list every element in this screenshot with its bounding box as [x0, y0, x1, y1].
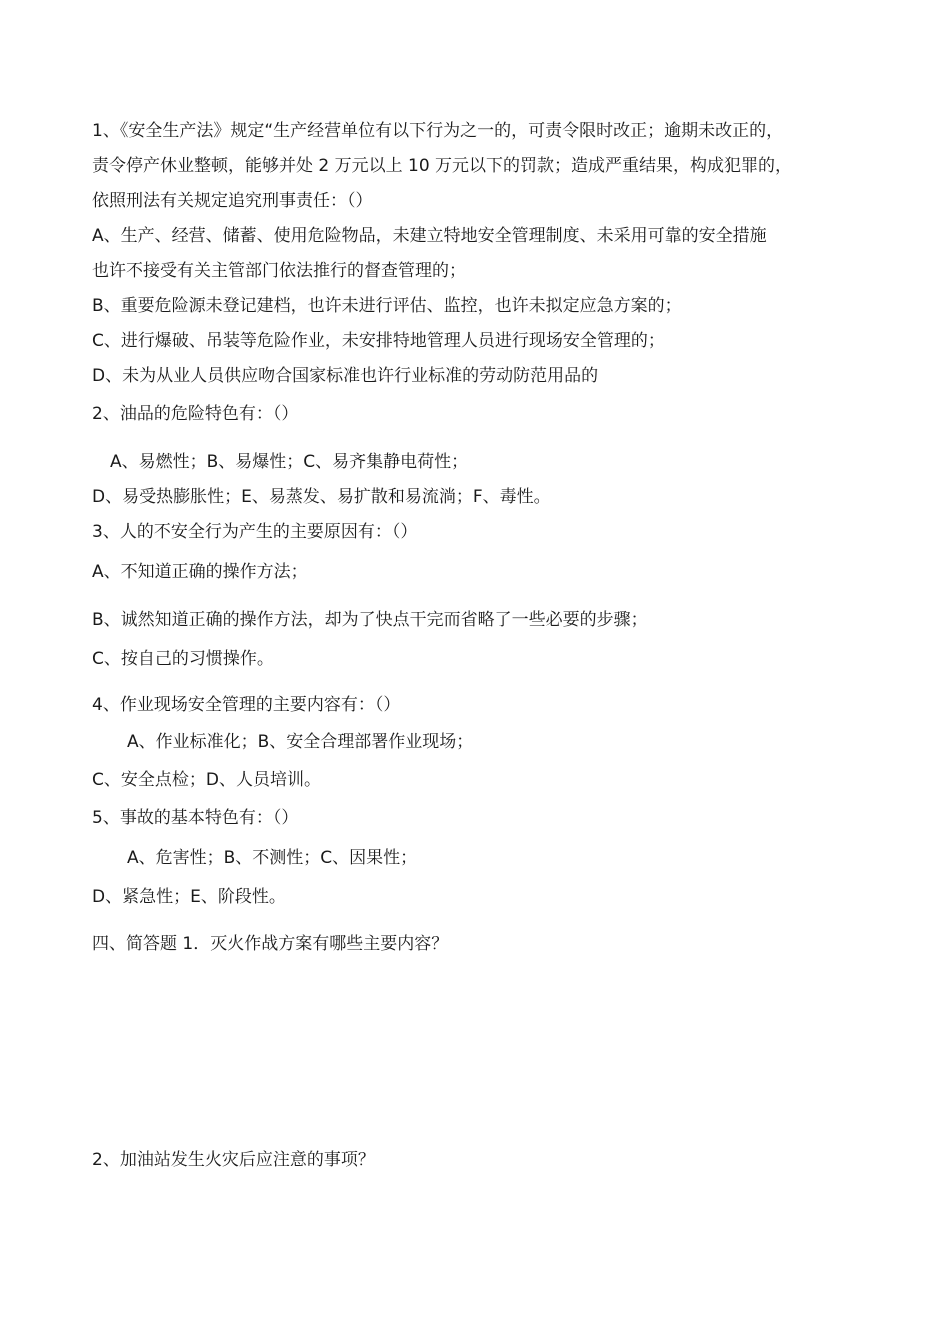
- q1-option-d: D、未为从业人员供应吻合国家标准也许行业标准的劳动防范用品的: [92, 366, 599, 386]
- short-answer-q2: 2、加油站发生火灾后应注意的事项？: [92, 1150, 375, 1170]
- q2-options-line-2: D、易受热膨胀性；E、易蒸发、易扩散和易流淌；F、毒性。: [92, 487, 551, 507]
- q4-options-line-2: C、安全点检；D、人员培训。: [92, 770, 321, 790]
- q1-option-b: B、重要危险源未登记建档，也许未进行评估、监控，也许未拟定应急方案的；: [92, 296, 682, 316]
- q3-text: 3、人的不安全行为产生的主要原因有：（）: [92, 522, 418, 542]
- section-4-heading: 四、简答题 1．灭火作战方案有哪些主要内容？: [92, 934, 449, 954]
- q1-text-line-2: 责令停产休业整顿，能够并处 2 万元以上 10 万元以下的罚款；造成严重结果，构成犯罪的，: [92, 156, 793, 176]
- q1-text-line-3: 依照刑法有关规定追究刑事责任：（）: [92, 191, 373, 211]
- q4-text: 4、作业现场安全管理的主要内容有：（）: [92, 695, 401, 715]
- q3-option-c: C、按自己的习惯操作。: [92, 649, 274, 669]
- q1-option-a-line-2: 也许不接受有关主管部门依法推行的督查管理的；: [92, 261, 466, 281]
- q1-text-line-1: 1、《安全生产法》规定“生产经营单位有以下行为之一的，可责令限时改正；逾期未改正的，: [92, 121, 784, 141]
- q2-text: 2、油品的危险特色有：（）: [92, 404, 299, 424]
- q5-text: 5、事故的基本特色有：（）: [92, 808, 299, 828]
- q3-option-b: B、诚然知道正确的操作方法，却为了快点干完而省略了一些必要的步骤；: [92, 610, 648, 630]
- q3-option-a: A、不知道正确的操作方法；: [92, 562, 308, 582]
- q1-option-a-line-1: A、生产、经营、储蓄、使用危险物品，未建立特地安全管理制度、未采用可靠的安全措施: [92, 226, 767, 246]
- q5-options-line-1: A、危害性；B、不测性；C、因果性；: [127, 848, 418, 868]
- q2-options-line-1: A、易燃性；B、易爆性；C、易齐集静电荷性；: [110, 452, 469, 472]
- q4-options-line-1: A、作业标准化；B、安全合理部署作业现场；: [127, 732, 474, 752]
- q1-option-c: C、进行爆破、吊装等危险作业，未安排特地管理人员进行现场安全管理的；: [92, 331, 665, 351]
- q5-options-line-2: D、紧急性；E、阶段性。: [92, 887, 286, 907]
